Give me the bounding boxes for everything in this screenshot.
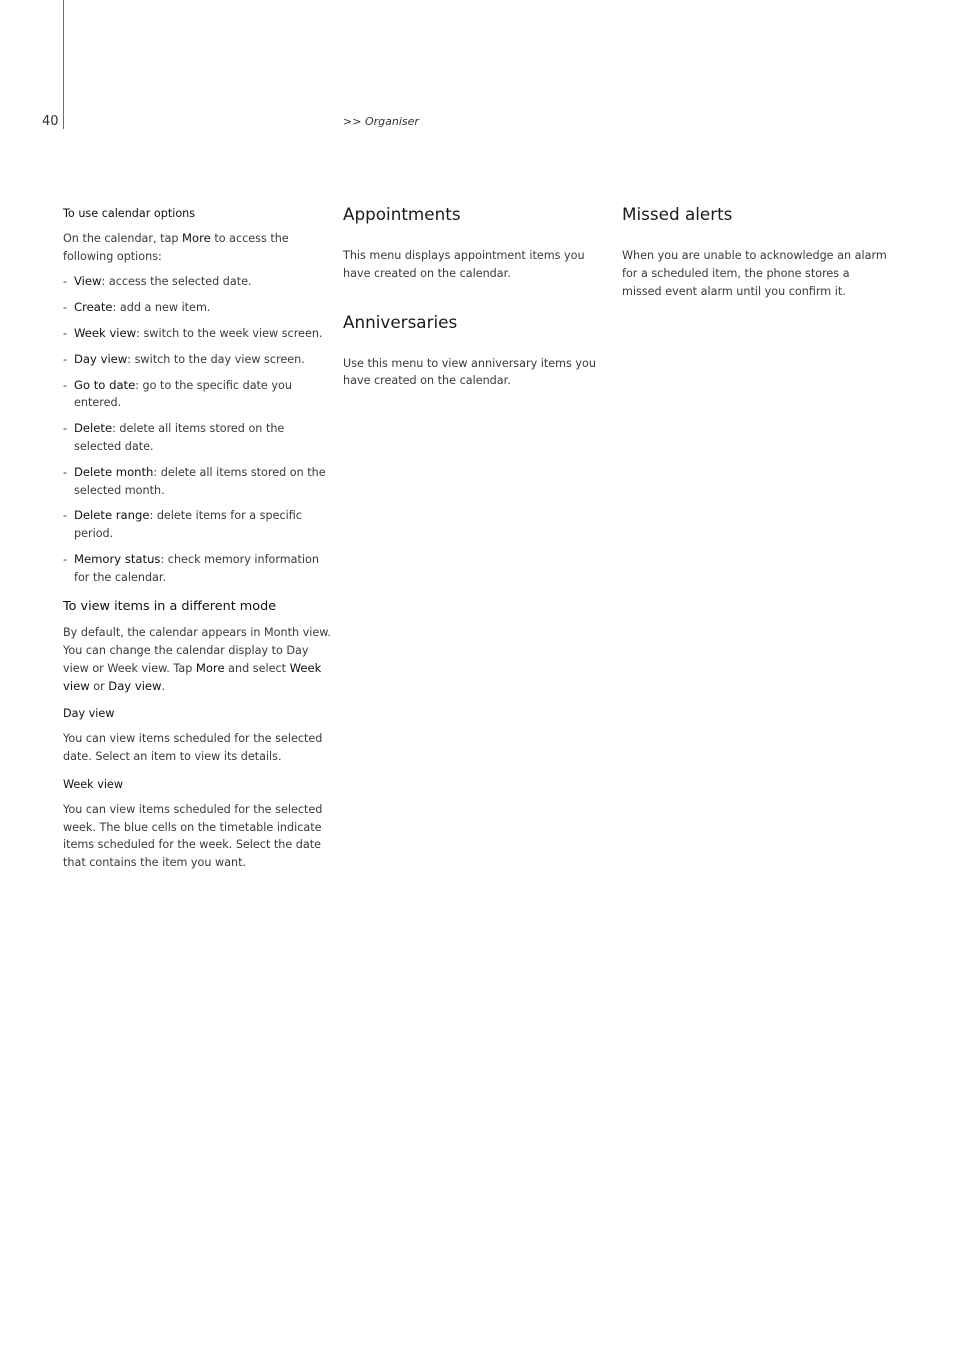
option-desc: : switch to the day view screen.	[127, 352, 305, 366]
option-term: View	[74, 274, 102, 289]
mode-week-view: Week view	[63, 660, 322, 693]
option-term: Day view	[74, 351, 128, 366]
option-term: Delete month	[74, 464, 154, 479]
intro-more: More	[182, 230, 211, 245]
breadcrumb-prefix: >>	[343, 115, 362, 128]
list-dash: -	[63, 275, 68, 289]
week-view-title: Week view	[63, 777, 123, 791]
view-mode-title: To view items in a different mode	[63, 598, 277, 614]
mode-text-end: .	[161, 679, 166, 693]
right-column	[622, 200, 890, 300]
mode-more: More	[195, 660, 225, 675]
list-item	[63, 299, 331, 317]
list-item	[63, 464, 331, 500]
list-item	[63, 325, 331, 343]
option-desc: : add a new item.	[112, 301, 211, 315]
option-term: Week view	[74, 325, 137, 340]
option-desc: : access the selected date.	[101, 275, 252, 289]
left-column	[63, 200, 331, 872]
breadcrumb	[343, 115, 419, 128]
page-number: 40	[42, 114, 59, 129]
intro-text: On the calendar, tap	[63, 231, 183, 245]
day-view-title: Day view	[63, 706, 115, 720]
list-item	[63, 551, 331, 587]
list-dash: -	[63, 422, 68, 436]
option-desc: : delete items for a specific period.	[74, 509, 302, 541]
missed-alerts-text: When you are unable to acknowledge an alarm for a scheduled item, the phone stores a missed event alarm until you confirm it.	[622, 249, 887, 298]
calendar-options-list	[63, 273, 331, 586]
day-view-text: You can view items scheduled for the selected date. Select an item to view its details.	[63, 732, 323, 764]
list-item	[63, 351, 331, 369]
middle-column	[343, 200, 605, 390]
option-desc: : check memory information for the calendar.	[74, 552, 319, 584]
option-desc: : switch to the week view screen.	[136, 326, 323, 340]
anniversaries-text: Use this menu to view anniversary items you have created on the calendar.	[343, 356, 596, 388]
view-mode-text	[63, 624, 331, 695]
list-dash: -	[63, 552, 68, 566]
list-dash: -	[63, 378, 68, 392]
option-term: Delete	[74, 421, 113, 436]
appointments-text: This menu displays appointment items you have created on the calendar.	[343, 249, 585, 280]
list-dash: -	[63, 301, 68, 315]
list-item	[63, 420, 331, 456]
list-dash: -	[63, 352, 68, 366]
list-item	[63, 507, 331, 543]
list-dash: -	[63, 465, 68, 479]
option-desc: : delete all items stored on the selected date.	[74, 422, 285, 453]
option-term: Memory status	[74, 551, 161, 566]
option-desc: : go to the specific date you entered.	[74, 378, 292, 410]
appointments-heading: Appointments	[343, 204, 461, 224]
mode-day-view: Day view	[108, 678, 162, 693]
breadcrumb-section: Organiser	[364, 115, 419, 128]
option-term: Delete range	[74, 508, 150, 523]
intro-text-end: to access the following options:	[63, 231, 289, 263]
list-item	[63, 377, 331, 413]
mode-text: or	[89, 679, 109, 693]
option-term: Go to date	[74, 377, 136, 392]
week-view-text: You can view items scheduled for the selected week. The blue cells on the timetable indicate items scheduled for the week. Select the date that contains the item you want.	[63, 802, 323, 870]
mode-text: By default, the calendar appears in Month view. You can change the calendar display to Day view or Week view. Tap	[63, 626, 331, 675]
option-desc: : delete all items stored on the selected month.	[74, 465, 326, 497]
anniversaries-heading: Anniversaries	[343, 311, 458, 332]
calendar-options-intro	[63, 230, 331, 266]
missed-alerts-heading: Missed alerts	[622, 204, 733, 224]
mode-text: and select	[224, 661, 290, 675]
list-item	[63, 273, 331, 291]
list-dash: -	[63, 326, 68, 340]
margin-rule	[63, 0, 64, 129]
option-term: Create	[74, 300, 113, 315]
calendar-options-title: To use calendar options	[63, 207, 196, 220]
list-dash: -	[63, 509, 68, 523]
